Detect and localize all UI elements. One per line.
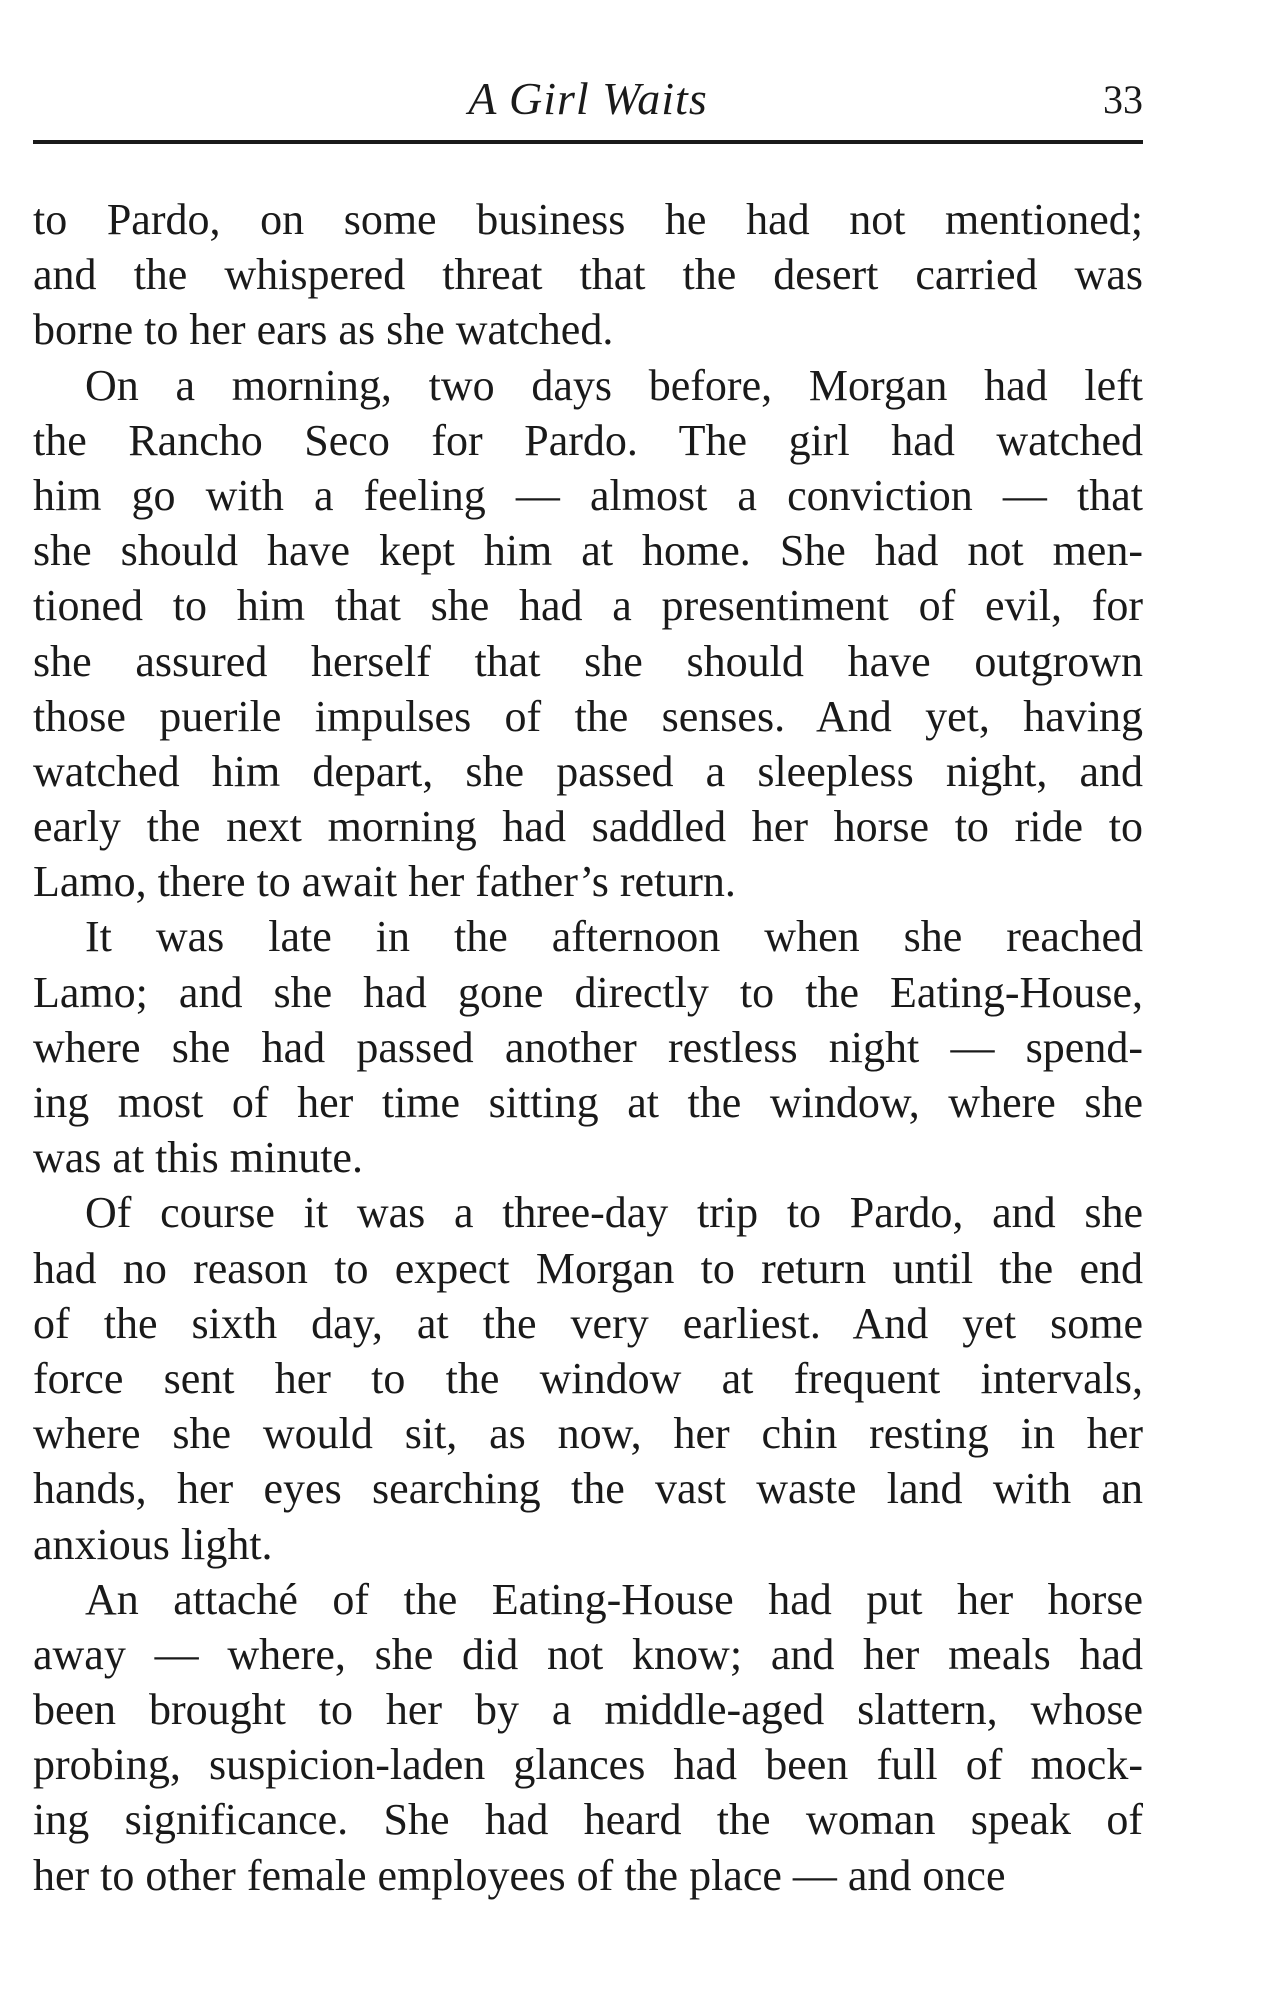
text-line: On a morning, two days before, Morgan had left bbox=[85, 360, 1143, 410]
running-title: A Girl Waits bbox=[468, 73, 708, 124]
text-line: been brought to her by a middle-aged slattern, whose bbox=[33, 1685, 1143, 1735]
text-body bbox=[33, 192, 1143, 1903]
paragraph bbox=[33, 1185, 1143, 1571]
paragraph bbox=[33, 358, 1143, 910]
text-line: and the whispered threat that the desert carried was bbox=[33, 250, 1143, 300]
text-line: him go with a feeling — almost a conviction — that bbox=[33, 470, 1143, 520]
text-line: her to other female employees of the place — and once bbox=[33, 1850, 1006, 1900]
text-line: had no reason to expect Morgan to return until the end bbox=[33, 1243, 1143, 1293]
paragraph bbox=[33, 1572, 1143, 1903]
text-line: those puerile impulses of the senses. And yet, having bbox=[33, 691, 1143, 741]
text-line: she assured herself that she should have outgrown bbox=[33, 636, 1143, 686]
text-line: tioned to him that she had a presentiment of evil, for bbox=[33, 581, 1143, 631]
text-line: Lamo; and she had gone directly to the Eating-House, bbox=[33, 967, 1143, 1017]
text-line: early the next morning had saddled her horse to ride to bbox=[33, 802, 1143, 852]
paragraph bbox=[33, 909, 1143, 1185]
text-line: force sent her to the window at frequent intervals, bbox=[33, 1353, 1143, 1403]
text-line: borne to her ears as she watched. bbox=[33, 305, 614, 355]
text-line: anxious light. bbox=[33, 1519, 273, 1569]
header-rule bbox=[33, 140, 1143, 144]
text-line: hands, her eyes searching the vast waste land with an bbox=[33, 1464, 1143, 1514]
text-line: where she had passed another restless night — spend- bbox=[33, 1022, 1143, 1072]
text-line: ing most of her time sitting at the window, where she bbox=[33, 1078, 1143, 1127]
text-line: the Rancho Seco for Pardo. The girl had watched bbox=[33, 415, 1143, 465]
text-line: ing significance. She had heard the woman speak of bbox=[33, 1795, 1143, 1845]
text-line: probing, suspicion-laden glances had been full of mock- bbox=[33, 1740, 1143, 1790]
text-line: where she would sit, as now, her chin resting in her bbox=[33, 1409, 1143, 1459]
text-line: away — where, she did not know; and her meals had bbox=[33, 1629, 1143, 1679]
text-line: was at this minute. bbox=[33, 1133, 363, 1183]
book-page bbox=[33, 0, 1143, 2000]
page-number: 33 bbox=[1103, 77, 1143, 122]
text-line: to Pardo, on some business he had not mentioned; bbox=[33, 195, 1143, 244]
text-line: An attaché of the Eating-House had put her horse bbox=[85, 1574, 1143, 1624]
text-line: watched him depart, she passed a sleepless night, and bbox=[33, 746, 1143, 796]
text-line: of the sixth day, at the very earliest. And yet some bbox=[33, 1298, 1143, 1348]
text-line: she should have kept him at home. She had not men- bbox=[33, 526, 1143, 576]
running-head bbox=[33, 72, 1143, 132]
text-line: Lamo, there to await her father’s return. bbox=[33, 857, 736, 907]
text-line: Of course it was a three-day trip to Pardo, and she bbox=[85, 1188, 1143, 1238]
paragraph bbox=[33, 192, 1143, 358]
text-line: It was late in the afternoon when she reached bbox=[85, 912, 1143, 962]
